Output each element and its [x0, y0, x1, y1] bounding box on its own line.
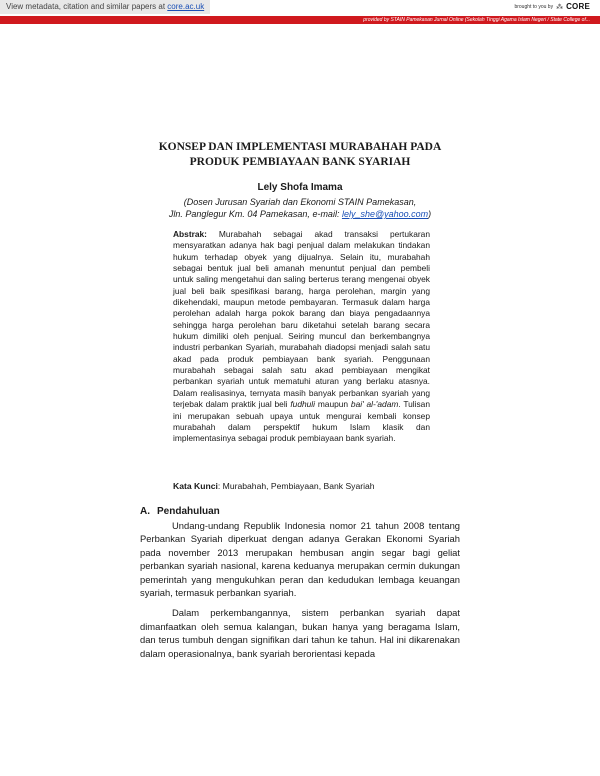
core-logo-icon: ⁂	[556, 3, 564, 11]
brought-by-text: brought to you by	[514, 3, 554, 10]
core-metadata-link-bar[interactable]	[0, 0, 210, 14]
author-email-link[interactable]: lely_she@yahoo.com	[341, 209, 429, 219]
abstract-text-1: Murabahah sebagai akad transaksi pertukaran mensyaratkan adanya hak bagi penjual dalam melakukan tindakan hukum terhadap obyek yang dijualnya. Selain itu, murabahah sebagai bentuk jual beli amanah menuntut penjual dan pembeli untuk saling mengetahui dan saling berterus terang mengenai obyek jual beli baik spesifikasi barang, harga perolehan, margin yang dikehendaki, maupun metode pembayaran. Termasuk dalam harga perolehan adalah harga pokok barang dan biaya pengadaannya sehingga harga perolehan baru diketahui setelah barang secara hukum dimiliki oleh penjual. Seiring muncul dan berkembangnya industri perbankan Syariah, murabahah diadopsi menjadi salah satu akad pada produk pembiayaan bank syariah. Penggunaan murabahah sebagai salah satu akad pembiayaan mengikat perbankan syariah untuk mematuhi aturan yang berlaku atasnya. Dalam realisasinya, ternyata masih banyak perbankan syariah yang terjebak dalam praktik jual beli	[173, 229, 430, 410]
section-number: A.	[140, 506, 150, 517]
section-heading	[140, 506, 220, 517]
provided-by-text[interactable]: provided by STAIN Pamekasan Jurnal Online (Sekolah Tinggi Agama Islam Negeri / State College of...	[363, 17, 590, 23]
abstract-label: Abstrak:	[173, 229, 207, 239]
core-brand[interactable]	[514, 2, 590, 11]
core-banner	[0, 0, 600, 14]
section-title: Pendahuluan	[157, 506, 220, 517]
core-metadata-text: View metadata, citation and similar papers at	[6, 2, 168, 11]
title-line-1: KONSEP DAN IMPLEMENTASI MURABAHAH PADA	[158, 141, 442, 153]
affiliation-close: )	[428, 209, 432, 219]
abstract-term-bai-al-adam: bai' al-'adam	[350, 399, 399, 410]
keywords-value: : Murabahah, Pembiayaan, Bank Syariah	[217, 481, 375, 491]
body-text	[140, 519, 460, 667]
keywords-label: Kata Kunci	[173, 481, 218, 491]
paragraph: Dalam perkembangannya, sistem perbankan syariah dapat dimanfaatkan oleh semua kalangan, bukan hanya yang beragama Islam, dan terus tumbuh dengan signifikan dari tahun ke tahun. Hal ini dikarenakan dalam operasionalnya, bank syariah berorientasi kepada	[140, 607, 460, 659]
provided-by-bar	[0, 16, 600, 24]
title-line-2: PRODUK PEMBIAYAAN BANK SYARIAH	[189, 156, 411, 168]
abstract-text-2: maupun	[315, 399, 351, 410]
abstract-term-fudhuli: fudhuli	[290, 399, 316, 410]
author-affiliation	[100, 196, 500, 220]
author-name: Lely Shofa Imama	[257, 182, 343, 193]
affiliation-address: Jln. Panglegur Km. 04 Pamekasan, e-mail:	[168, 209, 342, 219]
paper-title	[100, 140, 500, 170]
keywords	[173, 481, 473, 491]
core-logo: CORE	[566, 2, 590, 11]
abstract	[173, 229, 430, 445]
abstract-text-3: . Tulisan ini merupakan sebuah upaya untuk mengurai kembali konsep murabahah dalam perspektif hukum Islam klasik dan implementasinya sebagai produk pembiayaan bank syariah.	[173, 399, 431, 444]
core-link[interactable]: core.ac.uk	[167, 2, 205, 11]
affiliation-line-1: (Dosen Jurusan Syariah dan Ekonomi STAIN Pamekasan,	[183, 197, 417, 207]
affiliation-line-2	[100, 208, 500, 220]
paragraph: Undang-undang Republik Indonesia nomor 21 tahun 2008 tentang Perbankan Syariah diperkuat dengan adanya Gerakan Ekonomi Syariah pada november 2013 merupakan hembusan angin segar bagi geliat perbankan syariah nasional, karena keduanya merupakan cermin dukungan pemerintah yang mengukuhkan peran dan kedudukan lembaga keuangan syariah, termasuk perbankan syariah.	[140, 520, 460, 599]
